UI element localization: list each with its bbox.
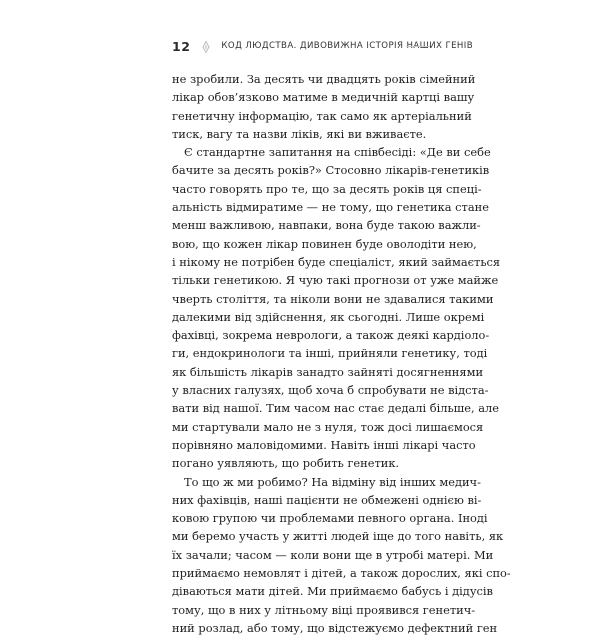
text-line: альність відмиратиме — не тому, що генетика стане <box>172 200 489 215</box>
text-line: не зробили. За десять чи двадцять років сімейний <box>172 72 476 86</box>
body-text <box>172 70 511 637</box>
text-line: часто говорять про те, що за десять років ця спеці- <box>172 181 482 196</box>
diamond-ornament-icon <box>200 40 212 52</box>
text-line: як більшість лікарів занадто зайняті досягненнями <box>172 364 484 379</box>
paragraph <box>172 70 476 143</box>
text-line: тільки генетикою. Я чую такі прогнози от уже майже <box>172 273 499 288</box>
text-line: тому, що в них у літньому віці проявився генетич- <box>172 602 476 617</box>
text-line: менш важливою, навпаки, вона буде такою важли- <box>172 218 481 233</box>
text-line: вою, що кожен лікар повинен буде оволодіти нею, <box>172 236 477 251</box>
text-line: лікар обов’язково матиме в медичній картці вашу <box>172 90 475 105</box>
text-line: далекими від здійснення, як сьогодні. Лише окремі <box>172 309 485 324</box>
text-line: ний розлад, або тому, що відстежуємо дефектний ген <box>172 620 498 635</box>
header-rule <box>406 46 430 47</box>
text-line: То що ж ми робимо? На відміну від інших медич- <box>184 474 481 489</box>
text-line: діваються мати дітей. Ми приймаємо бабусь і дідусів <box>172 584 493 599</box>
text-line: тиск, вагу та назви ліків, які ви вживаєте. <box>172 126 427 141</box>
text-line: генетичну інформацію, так само як артеріальний <box>172 108 472 123</box>
text-line: них фахівців, наші пацієнти не обмежені однією ві- <box>172 492 482 507</box>
text-line: чверть століття, та ніколи вони не здавалися такими <box>172 291 494 306</box>
text-line: у власних галузях, щоб хоча б спробувати не відста- <box>172 383 489 398</box>
text-line: порівняно маловідомими. Навіть інші лікарі часто <box>172 437 476 452</box>
text-line: погано уявляють, що робить генетик. <box>172 456 400 471</box>
text-line: їх зачали; часом — коли вони ще в утробі матері. Ми <box>172 547 494 562</box>
text-line: приймаємо немовлят і дітей, а також дорослих, які спо- <box>172 566 511 581</box>
text-line: фахівці, зокрема неврологи, а також деякі кардіоло- <box>172 328 490 343</box>
text-line: ми стартували мало не з нуля, тож досі лишаємося <box>172 419 484 434</box>
running-title: КОД ЛЮДСТВА. ДИВОВИЖНА ІСТОРІЯ НАШИХ ГЕНІВ <box>221 41 474 51</box>
text-line: бачите за десять років?» Стосовно лікарів-генетиків <box>172 163 490 178</box>
paragraph <box>172 473 511 637</box>
text-line: ковою групою чи проблемами певного органа. Іноді <box>172 511 488 526</box>
text-line: вати від нашої. Тим часом нас стає дедалі більше, але <box>172 401 500 416</box>
text-line: і нікому не потрібен буде спеціаліст, який займається <box>172 254 501 269</box>
text-line: ми беремо участь у житті людей іще до того навіть, як <box>172 529 504 544</box>
page-number: 12 <box>172 38 191 54</box>
text-line: Є стандартне запитання на співбесіді: «Де ви себе <box>184 145 491 160</box>
text-line: ги, ендокринологи та інші, прийняли генетику, тоді <box>172 346 488 361</box>
paragraph <box>172 143 501 472</box>
